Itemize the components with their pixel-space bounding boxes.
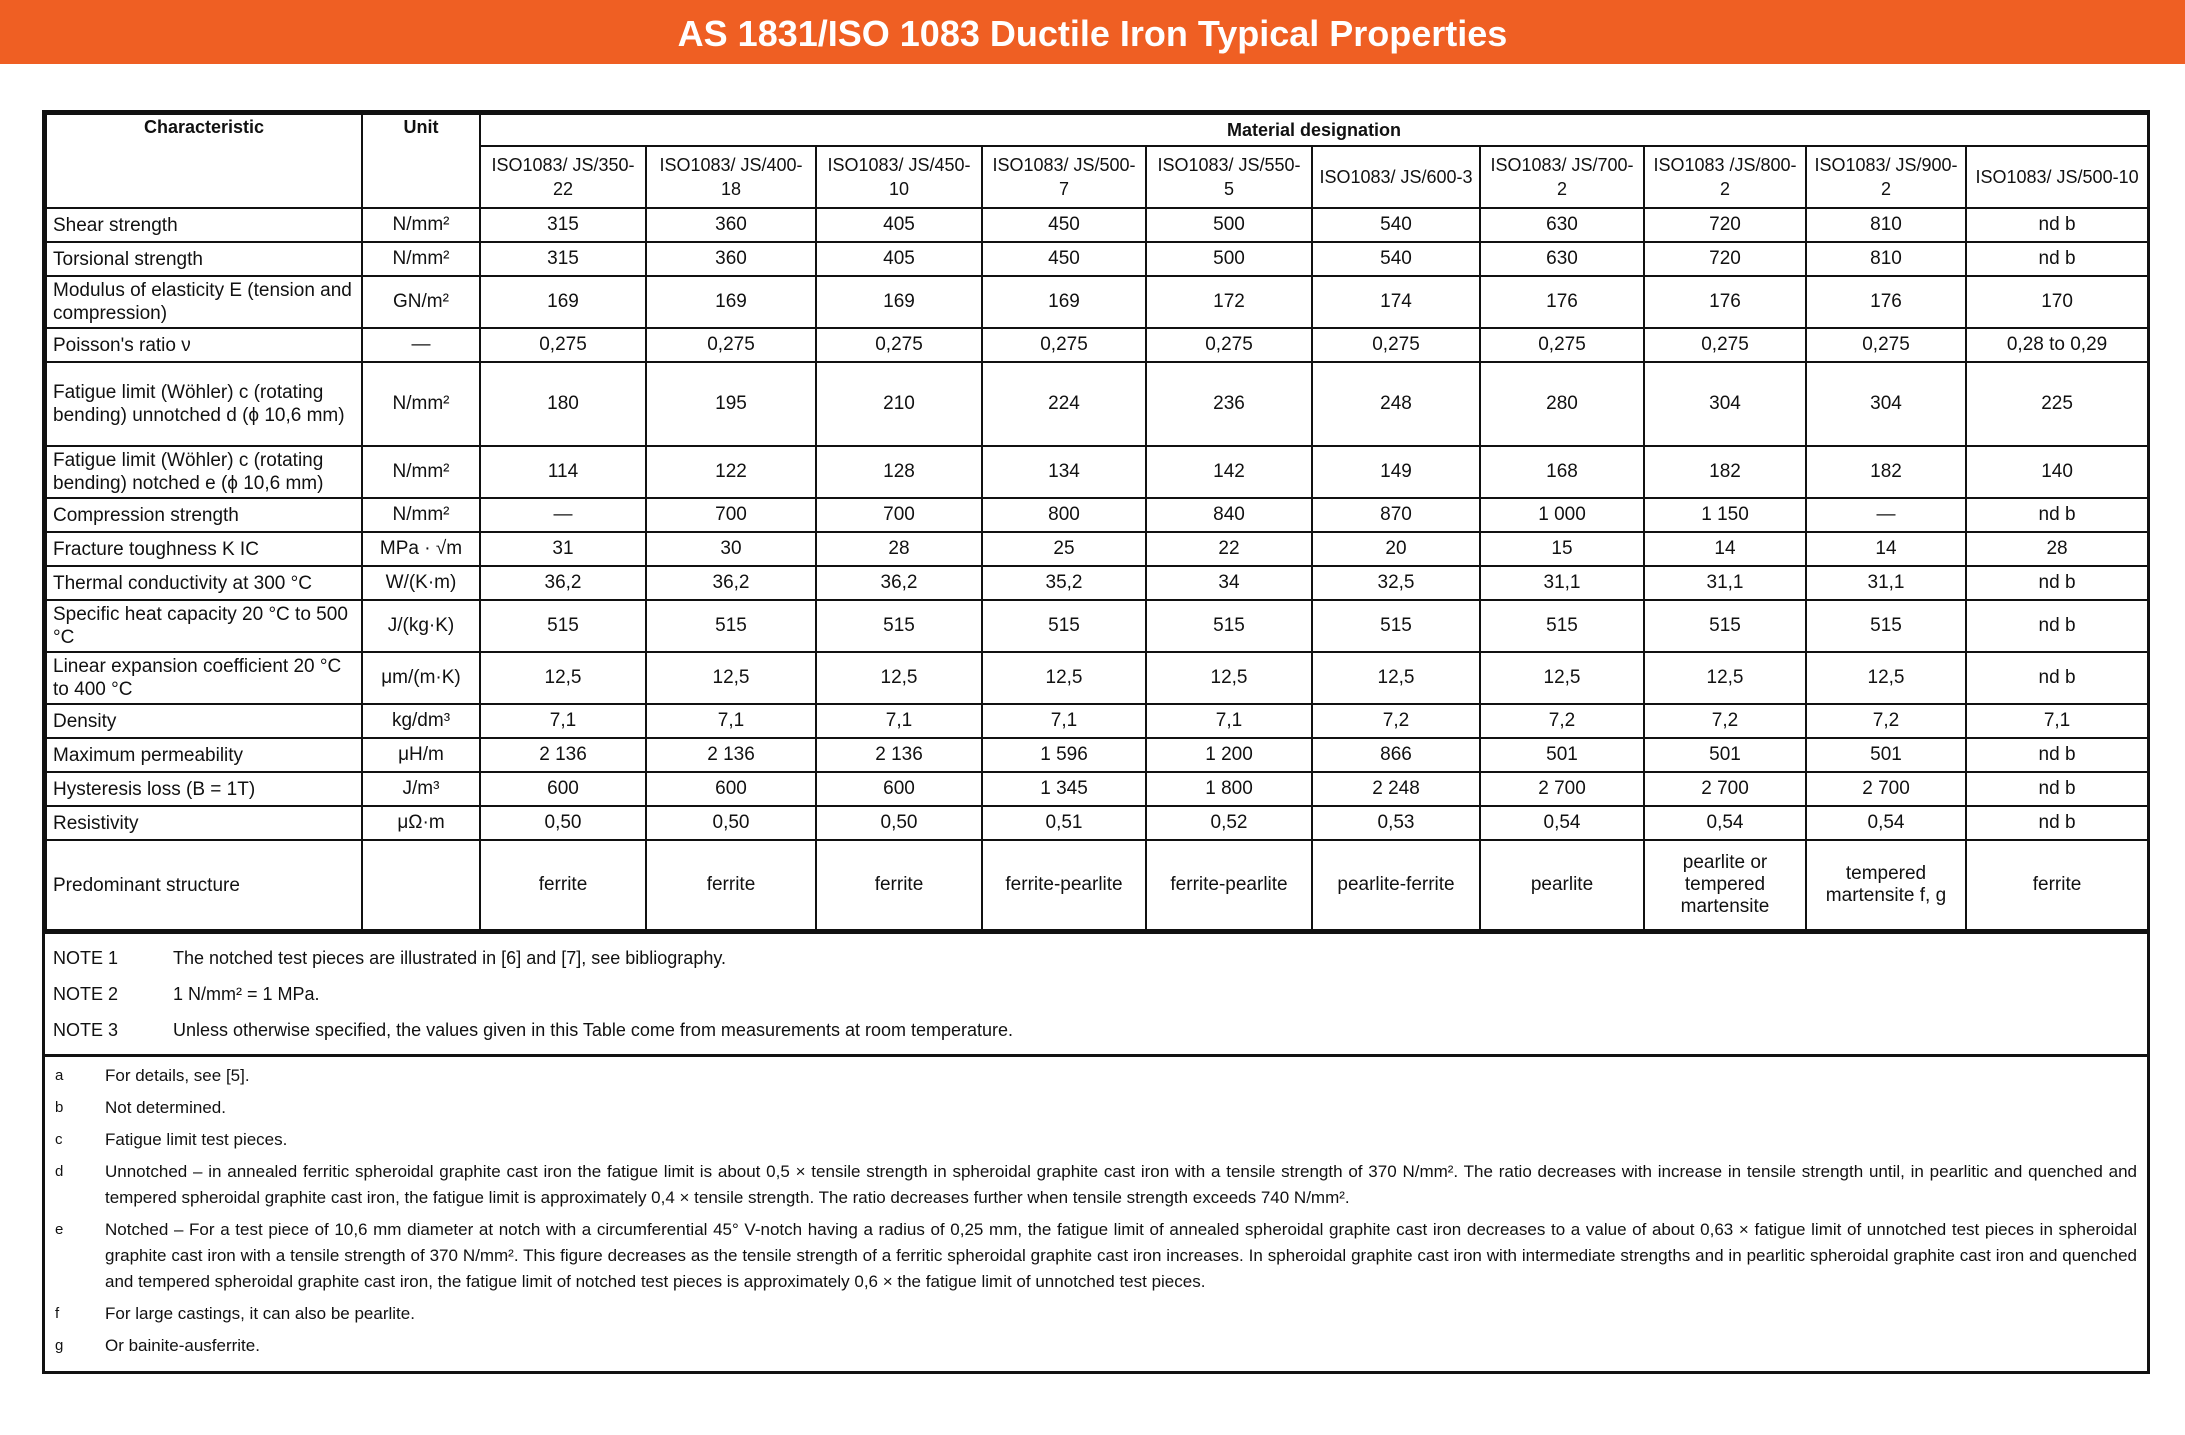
value-cell: 30 bbox=[646, 532, 816, 566]
unit-cell: W/(K·m) bbox=[362, 566, 480, 600]
value-cell: 7,2 bbox=[1312, 704, 1480, 738]
value-cell: 700 bbox=[646, 498, 816, 532]
value-cell: 1 200 bbox=[1146, 738, 1312, 772]
value-cell: 35,2 bbox=[982, 566, 1146, 600]
characteristic-cell: Torsional strength bbox=[46, 242, 362, 276]
value-cell: 0,275 bbox=[1644, 328, 1806, 362]
footnote-key: e bbox=[55, 1221, 64, 1238]
value-cell: 1 000 bbox=[1480, 498, 1644, 532]
table-row bbox=[46, 806, 2148, 840]
value-cell: 172 bbox=[1146, 276, 1312, 328]
unit-cell: MPa · √m bbox=[362, 532, 480, 566]
footnote-text: Not determined. bbox=[105, 1098, 226, 1117]
footnote-item bbox=[51, 1301, 2137, 1327]
value-cell: 315 bbox=[480, 208, 646, 242]
value-cell: 500 bbox=[1146, 242, 1312, 276]
value-cell: 450 bbox=[982, 242, 1146, 276]
unit-cell: J/(kg·K) bbox=[362, 600, 480, 652]
unit-cell: N/mm² bbox=[362, 446, 480, 498]
footnote-key: f bbox=[55, 1305, 60, 1322]
value-cell: 169 bbox=[480, 276, 646, 328]
value-cell: 7,1 bbox=[646, 704, 816, 738]
characteristic-cell: Poisson's ratio ν bbox=[46, 328, 362, 362]
value-cell: 2 700 bbox=[1644, 772, 1806, 806]
designation-header: ISO1083/ JS/600-3 bbox=[1312, 146, 1480, 208]
material-designation-header: Material designation bbox=[480, 114, 2148, 146]
value-cell: 2 136 bbox=[646, 738, 816, 772]
unit-cell: GN/m² bbox=[362, 276, 480, 328]
table-row bbox=[46, 446, 2148, 498]
properties-table bbox=[45, 113, 2149, 931]
designation-header: ISO1083/ JS/500-7 bbox=[982, 146, 1146, 208]
value-cell: 0,50 bbox=[646, 806, 816, 840]
table-row bbox=[46, 276, 2148, 328]
value-cell: 515 bbox=[816, 600, 982, 652]
value-cell: 12,5 bbox=[646, 652, 816, 704]
value-cell: 450 bbox=[982, 208, 1146, 242]
characteristic-cell: Specific heat capacity 20 °C to 500 °C bbox=[46, 600, 362, 652]
table-row bbox=[46, 566, 2148, 600]
value-cell: 600 bbox=[646, 772, 816, 806]
value-cell: 224 bbox=[982, 362, 1146, 446]
value-cell: 36,2 bbox=[480, 566, 646, 600]
value-cell: 134 bbox=[982, 446, 1146, 498]
value-cell: 360 bbox=[646, 242, 816, 276]
value-cell: 800 bbox=[982, 498, 1146, 532]
value-cell: 0,53 bbox=[1312, 806, 1480, 840]
characteristic-cell: Maximum permeability bbox=[46, 738, 362, 772]
characteristic-header: Characteristic bbox=[46, 114, 362, 208]
value-cell: nd b bbox=[1966, 772, 2148, 806]
value-cell: pearlite or tempered martensite bbox=[1644, 840, 1806, 930]
value-cell: 315 bbox=[480, 242, 646, 276]
characteristic-cell: Fatigue limit (Wöhler) c (rotating bending) notched e (ϕ 10,6 mm) bbox=[46, 446, 362, 498]
value-cell: — bbox=[1806, 498, 1966, 532]
value-cell: 128 bbox=[816, 446, 982, 498]
value-cell: nd b bbox=[1966, 208, 2148, 242]
value-cell: ferrite-pearlite bbox=[1146, 840, 1312, 930]
value-cell: 2 136 bbox=[480, 738, 646, 772]
unit-cell: N/mm² bbox=[362, 242, 480, 276]
note-item bbox=[45, 976, 2147, 1012]
value-cell: 0,51 bbox=[982, 806, 1146, 840]
designation-header: ISO1083/ JS/550-5 bbox=[1146, 146, 1312, 208]
value-cell: 0,52 bbox=[1146, 806, 1312, 840]
value-cell: 28 bbox=[1966, 532, 2148, 566]
value-cell: 31 bbox=[480, 532, 646, 566]
value-cell: 515 bbox=[480, 600, 646, 652]
footnote-item bbox=[51, 1333, 2137, 1359]
footnote-key: a bbox=[55, 1067, 64, 1084]
unit-cell: N/mm² bbox=[362, 498, 480, 532]
value-cell: 176 bbox=[1480, 276, 1644, 328]
table-row bbox=[46, 704, 2148, 738]
value-cell: 0,54 bbox=[1480, 806, 1644, 840]
footnote-text: For details, see [5]. bbox=[105, 1066, 250, 1085]
designation-header: ISO1083/ JS/350-22 bbox=[480, 146, 646, 208]
value-cell: 515 bbox=[1312, 600, 1480, 652]
characteristic-cell: Linear expansion coefficient 20 °C to 400 °C bbox=[46, 652, 362, 704]
value-cell: 360 bbox=[646, 208, 816, 242]
unit-cell: J/m³ bbox=[362, 772, 480, 806]
value-cell: 304 bbox=[1644, 362, 1806, 446]
value-cell: 140 bbox=[1966, 446, 2148, 498]
value-cell: 7,1 bbox=[480, 704, 646, 738]
table-row bbox=[46, 600, 2148, 652]
note-text: The notched test pieces are illustrated in [6] and [7], see bibliography. bbox=[173, 947, 726, 968]
value-cell: 34 bbox=[1146, 566, 1312, 600]
value-cell: 12,5 bbox=[480, 652, 646, 704]
value-cell: 12,5 bbox=[1312, 652, 1480, 704]
value-cell: nd b bbox=[1966, 652, 2148, 704]
value-cell: 20 bbox=[1312, 532, 1480, 566]
value-cell: 7,2 bbox=[1806, 704, 1966, 738]
value-cell: 501 bbox=[1806, 738, 1966, 772]
value-cell: 236 bbox=[1146, 362, 1312, 446]
unit-cell: μH/m bbox=[362, 738, 480, 772]
value-cell: 0,50 bbox=[480, 806, 646, 840]
value-cell: pearlite-ferrite bbox=[1312, 840, 1480, 930]
value-cell: 515 bbox=[1644, 600, 1806, 652]
value-cell: 500 bbox=[1146, 208, 1312, 242]
note-text: Unless otherwise specified, the values given in this Table come from measurements at room temperature. bbox=[173, 1019, 1014, 1040]
value-cell: 168 bbox=[1480, 446, 1644, 498]
value-cell: ferrite bbox=[646, 840, 816, 930]
value-cell: 170 bbox=[1966, 276, 2148, 328]
value-cell: 176 bbox=[1806, 276, 1966, 328]
value-cell: 31,1 bbox=[1806, 566, 1966, 600]
value-cell: 12,5 bbox=[1480, 652, 1644, 704]
value-cell: 515 bbox=[1480, 600, 1644, 652]
note-label: NOTE 3 bbox=[53, 1019, 119, 1040]
value-cell: ferrite bbox=[816, 840, 982, 930]
value-cell: 1 596 bbox=[982, 738, 1146, 772]
value-cell: 0,275 bbox=[1806, 328, 1966, 362]
footnote-key: b bbox=[55, 1099, 64, 1116]
footnote-text: Fatigue limit test pieces. bbox=[105, 1130, 288, 1149]
value-cell: 25 bbox=[982, 532, 1146, 566]
value-cell: 2 136 bbox=[816, 738, 982, 772]
value-cell: 280 bbox=[1480, 362, 1644, 446]
table-row bbox=[46, 362, 2148, 446]
value-cell: 14 bbox=[1644, 532, 1806, 566]
characteristic-cell: Hysteresis loss (B = 1T) bbox=[46, 772, 362, 806]
value-cell: 870 bbox=[1312, 498, 1480, 532]
footnote-item bbox=[51, 1095, 2137, 1121]
value-cell: 12,5 bbox=[1806, 652, 1966, 704]
value-cell: 0,275 bbox=[1146, 328, 1312, 362]
designation-header: ISO1083/ JS/900-2 bbox=[1806, 146, 1966, 208]
value-cell: 174 bbox=[1312, 276, 1480, 328]
value-cell: 28 bbox=[816, 532, 982, 566]
value-cell: — bbox=[480, 498, 646, 532]
table-row bbox=[46, 738, 2148, 772]
value-cell: 142 bbox=[1146, 446, 1312, 498]
value-cell: 122 bbox=[646, 446, 816, 498]
value-cell: 7,1 bbox=[1966, 704, 2148, 738]
footnote-text: Or bainite-ausferrite. bbox=[105, 1336, 260, 1355]
footnote-key: g bbox=[55, 1337, 64, 1354]
value-cell: 31,1 bbox=[1480, 566, 1644, 600]
unit-cell: μΩ·m bbox=[362, 806, 480, 840]
value-cell: 600 bbox=[480, 772, 646, 806]
value-cell: 0,54 bbox=[1644, 806, 1806, 840]
footnotes-section bbox=[45, 1054, 2147, 1371]
footnote-item bbox=[51, 1127, 2137, 1153]
value-cell: nd b bbox=[1966, 566, 2148, 600]
unit-cell: N/mm² bbox=[362, 362, 480, 446]
unit-cell: N/mm² bbox=[362, 208, 480, 242]
value-cell: 304 bbox=[1806, 362, 1966, 446]
value-cell: 0,50 bbox=[816, 806, 982, 840]
value-cell: 0,275 bbox=[982, 328, 1146, 362]
unit-cell bbox=[362, 840, 480, 930]
value-cell: nd b bbox=[1966, 600, 2148, 652]
value-cell: 1 150 bbox=[1644, 498, 1806, 532]
value-cell: 2 248 bbox=[1312, 772, 1480, 806]
value-cell: 2 700 bbox=[1480, 772, 1644, 806]
value-cell: 540 bbox=[1312, 208, 1480, 242]
value-cell: 225 bbox=[1966, 362, 2148, 446]
value-cell: nd b bbox=[1966, 242, 2148, 276]
characteristic-cell: Thermal conductivity at 300 °C bbox=[46, 566, 362, 600]
properties-document bbox=[42, 110, 2150, 1374]
value-cell: 515 bbox=[1146, 600, 1312, 652]
notes-section bbox=[45, 931, 2147, 1054]
characteristic-cell: Resistivity bbox=[46, 806, 362, 840]
designation-header: ISO1083/ JS/500-10 bbox=[1966, 146, 2148, 208]
note-label: NOTE 1 bbox=[53, 947, 119, 968]
value-cell: 515 bbox=[646, 600, 816, 652]
characteristic-cell: Modulus of elasticity E (tension and compression) bbox=[46, 276, 362, 328]
value-cell: 7,1 bbox=[982, 704, 1146, 738]
value-cell: 1 800 bbox=[1146, 772, 1312, 806]
note-text: 1 N/mm² = 1 MPa. bbox=[173, 983, 320, 1004]
value-cell: 36,2 bbox=[646, 566, 816, 600]
characteristic-cell: Predominant structure bbox=[46, 840, 362, 930]
value-cell: 114 bbox=[480, 446, 646, 498]
value-cell: 630 bbox=[1480, 208, 1644, 242]
value-cell: 810 bbox=[1806, 208, 1966, 242]
value-cell: 1 345 bbox=[982, 772, 1146, 806]
designation-header: ISO1083 /JS/800-2 bbox=[1644, 146, 1806, 208]
value-cell: 0,275 bbox=[1480, 328, 1644, 362]
value-cell: 15 bbox=[1480, 532, 1644, 566]
value-cell: 31,1 bbox=[1644, 566, 1806, 600]
characteristic-cell: Shear strength bbox=[46, 208, 362, 242]
value-cell: 210 bbox=[816, 362, 982, 446]
value-cell: 169 bbox=[982, 276, 1146, 328]
value-cell: nd b bbox=[1966, 806, 2148, 840]
table-row bbox=[46, 840, 2148, 930]
value-cell: 169 bbox=[646, 276, 816, 328]
value-cell: 405 bbox=[816, 242, 982, 276]
value-cell: 0,275 bbox=[646, 328, 816, 362]
value-cell: 840 bbox=[1146, 498, 1312, 532]
value-cell: ferrite-pearlite bbox=[982, 840, 1146, 930]
footnote-text: For large castings, it can also be pearlite. bbox=[105, 1304, 415, 1323]
footnote-item bbox=[51, 1159, 2137, 1211]
value-cell: 12,5 bbox=[816, 652, 982, 704]
value-cell: 7,1 bbox=[1146, 704, 1312, 738]
designation-header: ISO1083/ JS/700-2 bbox=[1480, 146, 1644, 208]
value-cell: 195 bbox=[646, 362, 816, 446]
designation-header: ISO1083/ JS/450-10 bbox=[816, 146, 982, 208]
note-item bbox=[45, 940, 2147, 976]
table-row bbox=[46, 532, 2148, 566]
value-cell: 182 bbox=[1644, 446, 1806, 498]
footnote-text: Unnotched – in annealed ferritic spheroidal graphite cast iron the fatigue limit is about 0,5 × tensile strength in spheroidal graphite cast iron with a tensile strength of 370 N/mm². The ratio decreases with increase in tensile strength until, in pearlitic and quenched and tempered spheroidal graphite cast iron, the fatigue limit is approximately 0,4 × tensile strength. The ratio decreases further when tensile strength exceeds 740 N/mm². bbox=[105, 1162, 2137, 1207]
value-cell: 501 bbox=[1480, 738, 1644, 772]
value-cell: 515 bbox=[1806, 600, 1966, 652]
value-cell: 7,1 bbox=[816, 704, 982, 738]
characteristic-cell: Density bbox=[46, 704, 362, 738]
value-cell: 720 bbox=[1644, 242, 1806, 276]
value-cell: 515 bbox=[982, 600, 1146, 652]
unit-cell: μm/(m·K) bbox=[362, 652, 480, 704]
value-cell: 700 bbox=[816, 498, 982, 532]
characteristic-cell: Fracture toughness K IC bbox=[46, 532, 362, 566]
value-cell: 182 bbox=[1806, 446, 1966, 498]
value-cell: 32,5 bbox=[1312, 566, 1480, 600]
value-cell: 22 bbox=[1146, 532, 1312, 566]
value-cell: 176 bbox=[1644, 276, 1806, 328]
value-cell: ferrite bbox=[480, 840, 646, 930]
page-title-banner: AS 1831/ISO 1083 Ductile Iron Typical Properties bbox=[0, 0, 2185, 64]
note-item bbox=[45, 1012, 2147, 1048]
value-cell: 600 bbox=[816, 772, 982, 806]
value-cell: 14 bbox=[1806, 532, 1966, 566]
value-cell: 0,28 to 0,29 bbox=[1966, 328, 2148, 362]
unit-cell: kg/dm³ bbox=[362, 704, 480, 738]
value-cell: 12,5 bbox=[1146, 652, 1312, 704]
value-cell: 405 bbox=[816, 208, 982, 242]
value-cell: nd b bbox=[1966, 738, 2148, 772]
footnote-text: Notched – For a test piece of 10,6 mm diameter at notch with a circumferential 45° V-notch having a radius of 0,25 mm, the fatigue limit of annealed spheroidal graphite cast iron decreases to a value of about 0,63 × fatigue limit of unnotched test pieces in spheroidal graphite cast iron with a tensile strength of 370 N/mm². This figure decreases as the tensile strength of a ferritic spheroidal graphite cast iron increases. In spheroidal graphite cast iron with intermediate strengths and in pearlitic spheroidal graphite cast iron and quenched and tempered spheroidal graphite cast iron, the fatigue limit of notched test pieces is approximately 0,6 × the fatigue limit of unnotched test pieces. bbox=[105, 1220, 2137, 1291]
value-cell: 12,5 bbox=[982, 652, 1146, 704]
footnote-key: c bbox=[55, 1131, 63, 1148]
value-cell: 7,2 bbox=[1644, 704, 1806, 738]
value-cell: 169 bbox=[816, 276, 982, 328]
value-cell: 2 700 bbox=[1806, 772, 1966, 806]
table-row bbox=[46, 652, 2148, 704]
value-cell: 866 bbox=[1312, 738, 1480, 772]
value-cell: 0,275 bbox=[480, 328, 646, 362]
value-cell: 540 bbox=[1312, 242, 1480, 276]
value-cell: 12,5 bbox=[1644, 652, 1806, 704]
value-cell: 810 bbox=[1806, 242, 1966, 276]
note-label: NOTE 2 bbox=[53, 983, 119, 1004]
value-cell: 0,275 bbox=[1312, 328, 1480, 362]
value-cell: 248 bbox=[1312, 362, 1480, 446]
table-row bbox=[46, 772, 2148, 806]
unit-cell: — bbox=[362, 328, 480, 362]
value-cell: 720 bbox=[1644, 208, 1806, 242]
footnote-item bbox=[51, 1063, 2137, 1089]
value-cell: 7,2 bbox=[1480, 704, 1644, 738]
characteristic-cell: Fatigue limit (Wöhler) c (rotating bending) unnotched d (ϕ 10,6 mm) bbox=[46, 362, 362, 446]
value-cell: 36,2 bbox=[816, 566, 982, 600]
value-cell: tempered martensite f, g bbox=[1806, 840, 1966, 930]
footnote-item bbox=[51, 1217, 2137, 1295]
table-row bbox=[46, 328, 2148, 362]
unit-header: Unit bbox=[362, 114, 480, 208]
value-cell: pearlite bbox=[1480, 840, 1644, 930]
table-row bbox=[46, 208, 2148, 242]
characteristic-cell: Compression strength bbox=[46, 498, 362, 532]
value-cell: 630 bbox=[1480, 242, 1644, 276]
footnote-key: d bbox=[55, 1163, 64, 1180]
value-cell: 0,54 bbox=[1806, 806, 1966, 840]
value-cell: nd b bbox=[1966, 498, 2148, 532]
table-row bbox=[46, 242, 2148, 276]
value-cell: 149 bbox=[1312, 446, 1480, 498]
value-cell: ferrite bbox=[1966, 840, 2148, 930]
value-cell: 0,275 bbox=[816, 328, 982, 362]
value-cell: 180 bbox=[480, 362, 646, 446]
table-row bbox=[46, 498, 2148, 532]
designation-header: ISO1083/ JS/400-18 bbox=[646, 146, 816, 208]
value-cell: 501 bbox=[1644, 738, 1806, 772]
